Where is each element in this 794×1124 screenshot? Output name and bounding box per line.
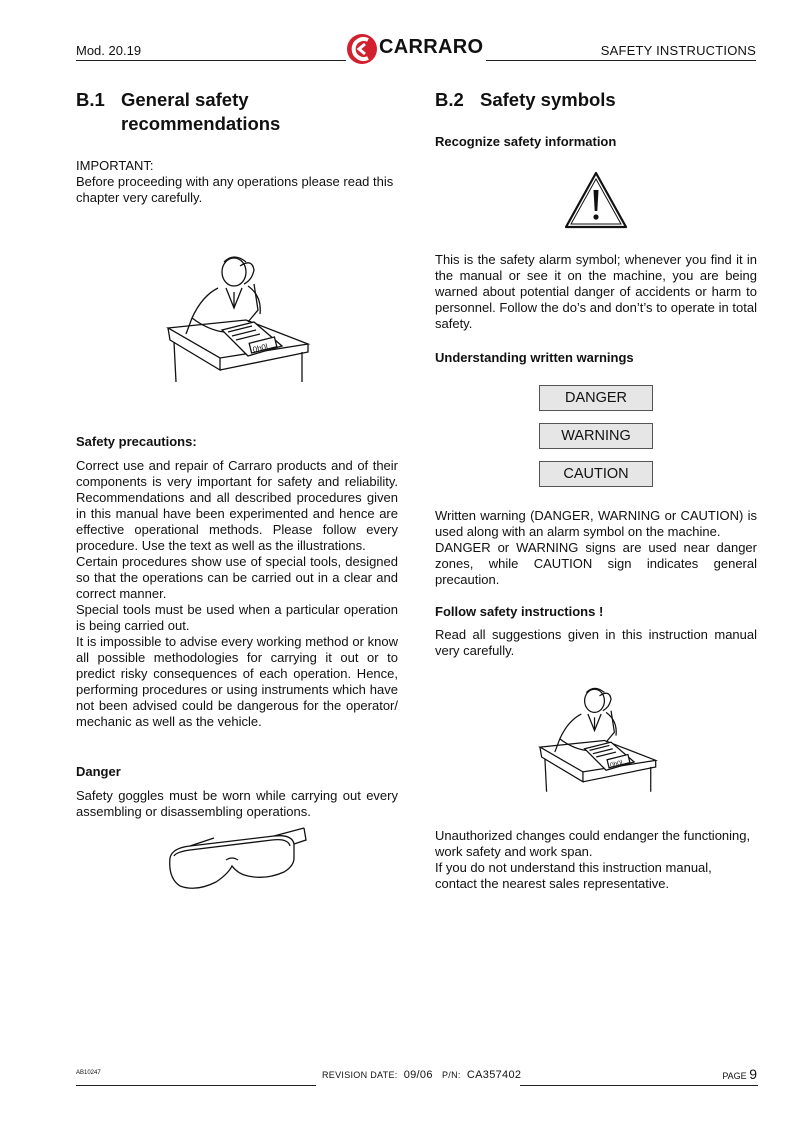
section-number-b2: B.2 (435, 89, 464, 110)
document-code: AB10247 (76, 1070, 101, 1076)
warning-triangle-icon (563, 170, 629, 230)
section-b1-heading (76, 88, 398, 136)
page-indicator (722, 1066, 757, 1082)
precautions-block (76, 434, 398, 730)
alarm-text: This is the safety alarm symbol; whenever you find it in the manual or see it on the machine, you are being warned about potential danger of accidents or harm to personnel. Follow the do’s and don’t’s to operate in total safety. (435, 252, 757, 331)
revision-info (322, 1069, 521, 1081)
reading-man-illustration (162, 248, 312, 386)
brand-name: CARRARO (379, 36, 484, 58)
written-warning-block (435, 508, 757, 588)
recognize-heading: Recognize safety information (435, 134, 617, 149)
left-column (76, 88, 398, 819)
manual-label-small: 0h0l (609, 759, 624, 770)
understanding-heading: Understanding written warnings (435, 350, 634, 365)
precautions-heading: Safety precautions: (76, 434, 197, 449)
revision-date: 09/06 (403, 1069, 433, 1081)
reader-icon (162, 248, 312, 386)
precautions-text-3: Special tools must be used when a particular operation is being carried out. (76, 602, 398, 633)
safety-goggles-illustration (166, 826, 308, 896)
danger-block (76, 764, 398, 820)
danger-sign: DANGER (539, 385, 653, 411)
precautions-text-4: It is impossible to advise every working method or know all possible methodologies for carrying it out or to predict risky consequences of each operation. Hence, performing procedures or using instruments which have not been advised could be dangerous for the operator/ mechanic as well as the vehicle. (76, 634, 398, 729)
section-title-text: General safety recommendations (121, 89, 281, 134)
section-title-b2: Safety symbols (480, 89, 616, 110)
footer-rule-left (76, 1085, 316, 1086)
caution-sign: CAUTION (539, 461, 653, 487)
page-number: 9 (749, 1066, 757, 1082)
written-text: Written warning (DANGER, WARNING or CAUTION) is used along with an alarm symbol on the machine. (435, 508, 757, 539)
reader-icon-small (535, 680, 659, 796)
precautions-text-2: Certain procedures show use of special tools, designed so that the operations can be carried out in a clear and correct manner. (76, 554, 398, 601)
written-text-2: DANGER or WARNING signs are used near danger zones, while CAUTION sign indicates general precaution. (435, 540, 757, 587)
precautions-text: Correct use and repair of Carraro products and of their components is very important for safety and reliability. Recommendations and all described procedures given in this manual have been experimented and hence are effective operational methods. Please follow every procedure. Use the text as well as the illustrations. (76, 458, 398, 553)
header-rule-left (76, 60, 346, 61)
reading-man-illustration-small (535, 680, 659, 796)
page-label: PAGE (722, 1071, 747, 1081)
right-column (435, 88, 757, 891)
section-b2-heading (435, 88, 757, 112)
follow-heading: Follow safety instructions ! (435, 604, 604, 619)
section-title: SAFETY INSTRUCTIONS (600, 43, 756, 58)
section-number: B.1 (76, 89, 105, 110)
unauthorized-block (435, 828, 757, 892)
goggles-icon (166, 826, 308, 896)
danger-text: Safety goggles must be worn while carrying out every assembling or disassembling operations. (76, 788, 398, 819)
header-rule-right (486, 60, 756, 61)
warning-sign: WARNING (539, 423, 653, 449)
danger-heading: Danger (76, 764, 121, 779)
footer-rule-right (520, 1085, 758, 1086)
manual-label: 0h0l (251, 342, 269, 355)
unauth-text: Unauthorized changes could endanger the functioning, work safety and work span. (435, 828, 751, 859)
safety-alarm-symbol (563, 170, 629, 230)
unauth-text-2: If you do not understand this instruction manual, contact the nearest sales representative. (435, 860, 712, 891)
model-number: Mod. 20.19 (76, 43, 142, 58)
carraro-emblem-icon (346, 32, 380, 66)
important-label: IMPORTANT: (76, 158, 154, 173)
pn-label: P/N: (442, 1070, 461, 1080)
pn-value: CA357402 (466, 1069, 522, 1081)
follow-text: Read all suggestions given in this instruction manual very carefully. (435, 627, 757, 658)
important-text: Before proceeding with any operations please read this chapter very carefully. (76, 174, 394, 205)
revision-label: REVISION DATE: (322, 1070, 398, 1080)
carraro-logo (346, 32, 488, 66)
